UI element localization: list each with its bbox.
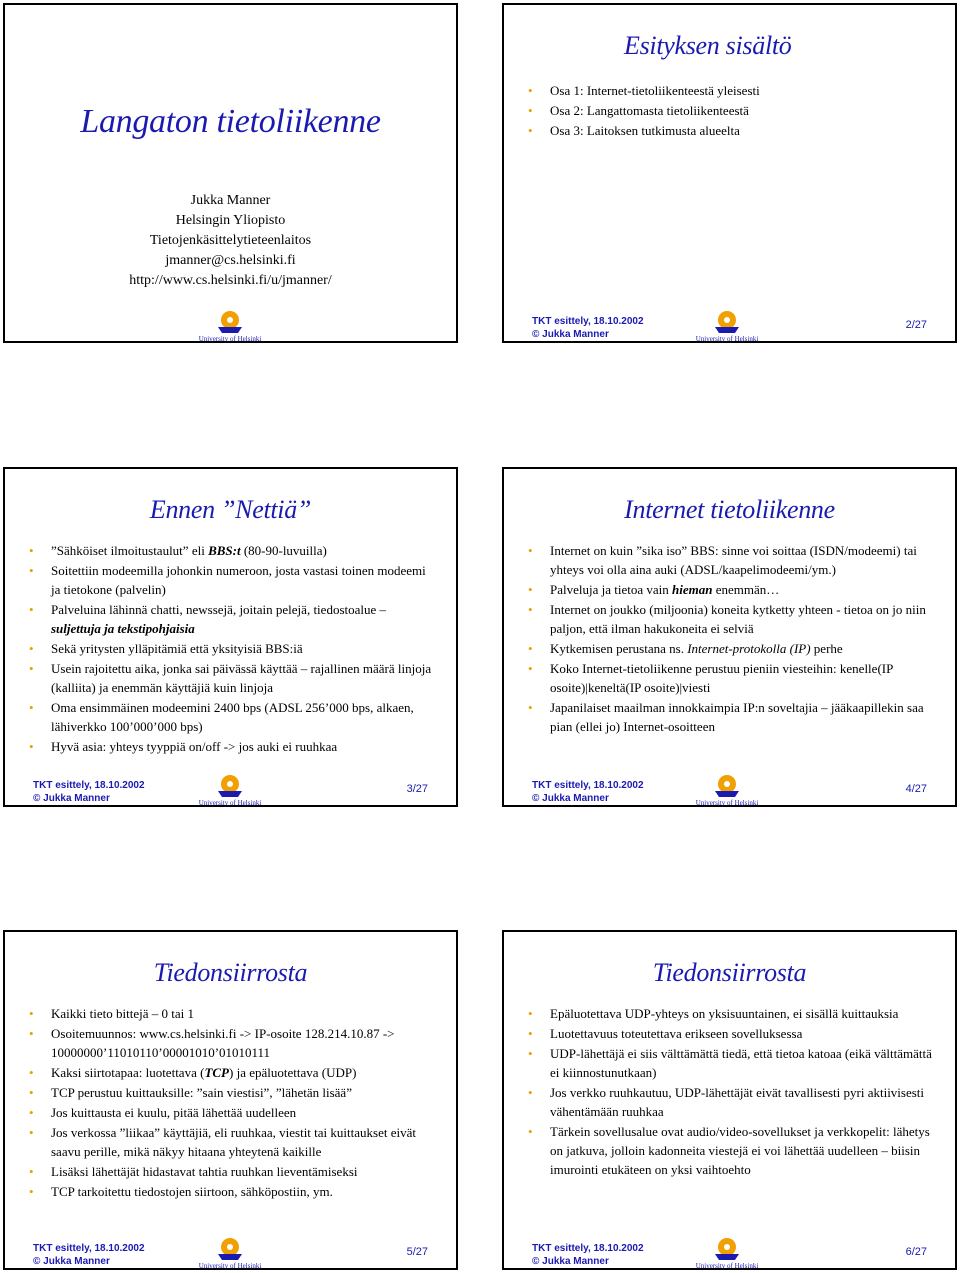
university-logo [185, 1234, 275, 1270]
footer-author: © Jukka Manner [532, 1256, 609, 1267]
slide-3-title: Ennen ”Nettiä” [149, 495, 312, 524]
content-item: • Hyvä asia: yhteys tyyppiä on/off -> jos auki ei ruuhkaa [29, 737, 436, 756]
page-number: 2/27 [905, 319, 927, 331]
slide-4 [502, 467, 957, 807]
university-seal-icon [707, 1234, 747, 1262]
footer-author: © Jukka Manner [532, 329, 609, 340]
footer-date: TKT esittely, 18.10.2002 [532, 780, 644, 791]
content-item: • Lisäksi lähettäjät hidastavat tahtia ruuhkan lieventämiseksi [29, 1162, 436, 1181]
slide-footer [33, 1242, 145, 1268]
author-block [5, 191, 456, 291]
university-seal-icon [707, 771, 747, 799]
university-name: University of Helsinki [695, 799, 759, 807]
university-logo [185, 307, 275, 343]
author-line: Helsingin Yliopisto [175, 213, 286, 228]
university-name: University of Helsinki [695, 335, 759, 343]
author-line: http://www.cs.helsinki.fi/u/jmanner/ [129, 273, 332, 288]
page-number: 4/27 [905, 783, 927, 795]
page-number: 6/27 [905, 1246, 927, 1258]
content-item: • Internet on kuin ”sika iso” BBS: sinne voi soittaa (ISDN/modeemi) tai yhteys voi olla aina auki (ADSL/kaapelimodeemi/ym.) [528, 541, 935, 579]
content-item: • Soitettiin modeemilla johonkin numeroon, josta vastasi toinen modeemi ja tietokone (palvelin) [29, 561, 436, 599]
content-item: • Jos verkko ruuhkautuu, UDP-lähettäjät eivät tavallisesti pyri aktiivisesti vähentämään ruuhkaa [528, 1083, 935, 1121]
content-item: • Palveluina lähinnä chatti, newssejä, joitain pelejä, tiedostoalue – suljettuja ja tekstipohjaisia [29, 600, 436, 638]
content-item: • Internet on joukko (miljoonia) koneita kytketty yhteen - tietoa on jo niin paljon, että ilman hakukoneita ei selviä [528, 600, 935, 638]
content-item: • Epäluotettava UDP-yhteys on yksisuuntainen, ei sisällä kuittauksia [528, 1004, 935, 1023]
university-seal-icon [210, 1234, 250, 1262]
slide-4-title: Internet tietoliikenne [624, 495, 835, 524]
content-item: • Jos verkossa ”liikaa” käyttäjiä, eli ruuhkaa, viestit tai kuittaukset eivät saavu perille, mikä näkyy hitaana yhteytenä kaikille [29, 1123, 436, 1161]
content-item: • ”Sähköiset ilmoitustaulut” eli BBS:t (80-90-luvuilla) [29, 541, 436, 560]
slide-footer [532, 779, 644, 805]
university-name: University of Helsinki [198, 335, 262, 343]
agenda-list [528, 81, 935, 141]
content-list [528, 1004, 935, 1180]
slide-6-title: Tiedonsiirrosta [652, 958, 807, 987]
footer-author: © Jukka Manner [33, 793, 110, 804]
content-item: • Koko Internet-tietoliikenne perustuu pieniin viesteihin: kenelle(IP osoite)|keneltä(IP osoite)|viesti [528, 659, 935, 697]
author-line: jmanner@cs.helsinki.fi [165, 253, 296, 268]
footer-date: TKT esittely, 18.10.2002 [532, 316, 644, 327]
content-item: • Sekä yritysten ylläpitämiä että yksityisiä BBS:iä [29, 639, 436, 658]
university-logo [185, 771, 275, 807]
content-item: • Oma ensimmäinen modeemini 2400 bps (ADSL 256’000 bps, alkaen, lähiverkko 100’000’000 bps) [29, 698, 436, 736]
university-name: University of Helsinki [695, 1262, 759, 1270]
slide-3 [3, 467, 458, 807]
slide-5-title: Tiedonsiirrosta [153, 958, 308, 987]
content-item: • Japanilaiset maailman innokkaimpia IP:n soveltajia – jääkaapillekin saa pian (ellei jo) Internet-osoitteen [528, 698, 935, 736]
content-item: • Osoitemuunnos: www.cs.helsinki.fi -> IP-osoite 128.214.10.87 -> 10000000’11010110’00001010’01010111 [29, 1024, 436, 1062]
footer-author: © Jukka Manner [33, 1256, 110, 1267]
content-item: • UDP-lähettäjä ei siis välttämättä tiedä, että tietoa katoaa (eikä välttämättä ei kiinnostunutkaan) [528, 1044, 935, 1082]
university-name: University of Helsinki [198, 799, 262, 807]
slide-footer [33, 779, 145, 805]
university-logo [682, 1234, 772, 1270]
author-line: Jukka Manner [190, 193, 271, 208]
content-item: • TCP tarkoitettu tiedostojen siirtoon, sähköpostiin, ym. [29, 1182, 436, 1201]
footer-date: TKT esittely, 18.10.2002 [532, 1243, 644, 1254]
page-number: 3/27 [406, 783, 428, 795]
content-item: • Kaksi siirtotapaa: luotettava (TCP) ja epäluotettava (UDP) [29, 1063, 436, 1082]
content-list [29, 541, 436, 757]
agenda-item: • Osa 1: Internet-tietoliikenteestä yleisesti [528, 81, 935, 100]
slide-footer [532, 1242, 644, 1268]
slide-2-title: Esityksen sisältö [624, 31, 792, 60]
content-item: • Kaikki tieto bittejä – 0 tai 1 [29, 1004, 436, 1023]
slide-1 [3, 3, 458, 343]
author-line: Tietojenkäsittelytieteenlaitos [149, 233, 312, 248]
slide-5 [3, 930, 458, 1270]
content-list [528, 541, 935, 737]
content-item: • Usein rajoitettu aika, jonka sai päivässä käyttää – rajallinen määrä linjoja (kalliita) ja enemmän käyttäjiä kuin linjoja [29, 659, 436, 697]
content-item: • Palveluja ja tietoa vain hieman enemmän… [528, 580, 935, 599]
page-number: 5/27 [406, 1246, 428, 1258]
slide-2 [502, 3, 957, 343]
agenda-item: • Osa 3: Laitoksen tutkimusta alueelta [528, 121, 935, 140]
university-name: University of Helsinki [198, 1262, 262, 1270]
slide-1-title: Langaton tietoliikenne [80, 103, 381, 140]
university-logo [682, 771, 772, 807]
university-seal-icon [210, 771, 250, 799]
agenda-item: • Osa 2: Langattomasta tietoliikenteestä [528, 101, 935, 120]
content-item: • TCP perustuu kuittauksille: ”sain viestisi”, ”lähetän lisää” [29, 1083, 436, 1102]
content-item: • Kytkemisen perustana ns. Internet-protokolla (IP) perhe [528, 639, 935, 658]
content-item: • Tärkein sovellusalue ovat audio/video-sovellukset ja verkkopelit: lähetys on jatkuva, jolloin kadonneita viestejä ei voi lähettää uudelleen – biisin imurointi etukäteen on yksi vaihtoehto [528, 1122, 935, 1179]
content-item: • Luotettavuus toteutettava erikseen sovelluksessa [528, 1024, 935, 1043]
content-item: • Jos kuittausta ei kuulu, pitää lähettää uudelleen [29, 1103, 436, 1122]
university-logo [682, 307, 772, 343]
footer-date: TKT esittely, 18.10.2002 [33, 780, 145, 791]
slide-6 [502, 930, 957, 1270]
slide-footer [532, 315, 644, 341]
university-seal-icon [707, 307, 747, 335]
footer-date: TKT esittely, 18.10.2002 [33, 1243, 145, 1254]
footer-author: © Jukka Manner [532, 793, 609, 804]
content-list [29, 1004, 436, 1202]
university-seal-icon [210, 307, 250, 335]
